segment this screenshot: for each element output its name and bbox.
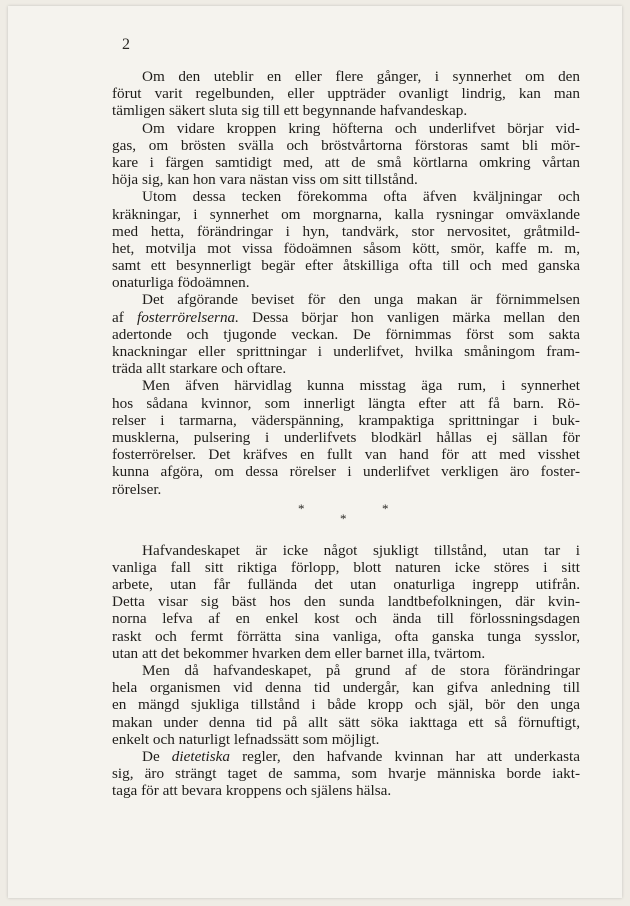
text-line: träda allt starkare och oftare. <box>112 360 287 378</box>
text-line: knackningar eller sprittningar i underlifvet, hvilka småningom fram- <box>112 343 580 360</box>
asterisk-right: * <box>382 500 389 516</box>
text-line: raskt och fermt förrätta sina vanliga, ofta ganska tunga sysslor, <box>112 627 580 645</box>
text-line: höja sig, kan hon vara nästan viss om sitt tillstånd. <box>112 171 418 189</box>
text-line: sig, äro strängt taget de samma, som hvarje människa borde iakt- <box>112 765 580 783</box>
text-line: Utom dessa tecken förekomma ofta äfven kväljningar och <box>142 188 580 206</box>
text-line: makan under denna tid på allt sätt söka iakttaga ett så förnuftigt, <box>112 713 580 731</box>
text-line: rörelser. <box>112 480 162 498</box>
text-line: kare i färgen samtidigt med, att de små körtlarna omkring vårtan <box>112 153 580 171</box>
text-line: kunna afgöra, om dessa rörelser i underlifvet verkligen äro foster- <box>112 463 580 481</box>
text-line: af fosterrörelserna. Dessa börjar hon vanligen märka mellan den <box>112 308 580 326</box>
body-text <box>112 68 580 800</box>
section-pregnancy-signs <box>112 68 580 498</box>
text-line: med hetta, förändringar i hyn, tandvärk, stor nervositet, gråtmild- <box>112 222 580 240</box>
text-line: Om den uteblir en eller flere gånger, i synnerhet om den <box>142 68 580 85</box>
text-line: Om vidare kroppen kring höfterna och underlifvet börjar vid- <box>142 119 580 137</box>
text-line: Men då hafvandeskapet, på grund af de stora förändringar <box>142 662 580 679</box>
text-line: het, motvilja mot vissa födoämnen såsom kött, smör, kaffe m. m, <box>112 239 580 257</box>
text-line: gas, om brösten svälla och bröstvårtorna förstoras samt bli mör- <box>112 136 580 154</box>
section-divider-space <box>112 498 580 532</box>
text-line: hos sådana kvinnor, som innerligt längta efter att få barn. Rö- <box>112 394 580 412</box>
section-pregnancy-care <box>112 542 580 800</box>
text-line: hela organismen vid denna tid undergår, kan gifva anledning till <box>112 679 580 697</box>
text-line: De dietetiska regler, den hafvande kvinnan har att underkasta <box>142 747 580 765</box>
text-line: Men äfven härvidlag kunna misstag äga rum, i synnerhet <box>142 377 580 395</box>
text-line: kräkningar, i synnerhet om morgnarna, kalla rysningar omväxlande <box>112 205 580 223</box>
text-line: en mängd sjukliga tillstånd i både kropp och själ, bör den unga <box>112 696 580 714</box>
text-line: adertonde och tjugonde veckan. De förnimmas först som sakta <box>112 325 580 343</box>
book-page <box>8 6 622 898</box>
text-line: samt ett besynnerligt begär efter åtskilliga ofta till och med ganska <box>112 257 580 275</box>
text-line: utan att det bekommer hvarken dem eller barnet illa, tvärtom. <box>112 644 486 662</box>
page-number: 2 <box>122 36 130 53</box>
text-line: enkelt och naturligt lefnadssätt som möjligt. <box>112 730 380 748</box>
text-line: taga för att bevara kroppens och själens hälsa. <box>112 782 392 800</box>
text-line: Detta visar sig bäst hos den sunda landtbefolkningen, där kvin- <box>112 593 580 611</box>
text-line: förut varit regelbunden, eller uppträder ovanligt lindrig, kan man <box>112 85 580 103</box>
text-line: onaturliga födoämnen. <box>112 274 250 292</box>
text-line: vanliga fall sitt riktiga förlopp, blott naturen icke störes i sitt <box>112 558 580 576</box>
asterisk-left: * <box>298 500 305 516</box>
text-line: tämligen säkert sluta sig till ett begynnande hafvandeskap. <box>112 102 468 120</box>
text-line: musklerna, pulsering i underlifvets blodkärl hållas ej sällan för <box>112 428 580 446</box>
text-line: Det afgörande beviset för den unga makan är förnimmelsen <box>142 291 580 309</box>
text-line: norna lefva af en enkel kost och ända till förlossningsdagen <box>112 610 580 628</box>
text-line: arbete, utan får fulländа det utan onaturliga ingrepp utifrån. <box>112 576 580 594</box>
text-line: relser i tarmarna, väderspänning, krampaktiga sprittningar i buk- <box>112 411 580 429</box>
asterisk-center: * <box>340 510 347 526</box>
text-line: fosterrörelser. Det kräfves en fullt van hand för att med visshet <box>112 446 580 464</box>
text-line: Hafvandeskapet är icke något sjukligt tillstånd, utan tar i <box>142 541 580 559</box>
